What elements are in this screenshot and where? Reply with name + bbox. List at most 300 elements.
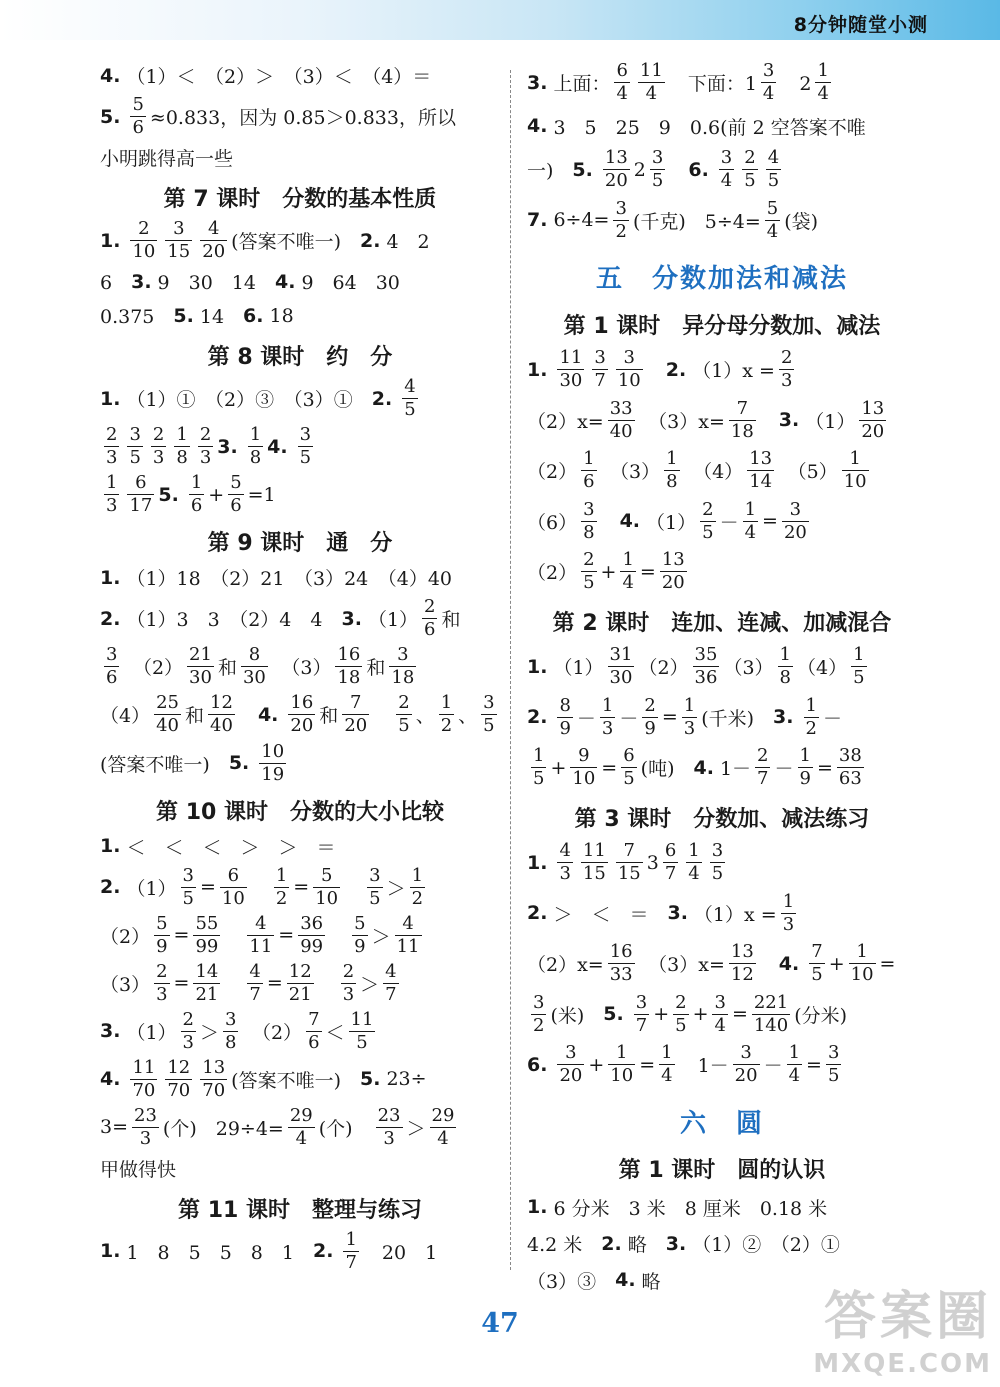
question-number: 3. (778, 409, 800, 432)
fraction-numerator: 29 (289, 1104, 313, 1126)
fraction-denominator: 4 (645, 83, 658, 104)
fraction-numerator: 3 (635, 991, 648, 1013)
fraction-numerator: 3 (173, 218, 185, 240)
fraction (130, 220, 157, 261)
fraction-denominator: 6 (583, 471, 595, 493)
answer-text (647, 356, 666, 383)
question-number: 5. (228, 752, 250, 774)
fraction-denominator: 140 (753, 1014, 789, 1036)
answer-text: （2） (242, 1021, 303, 1044)
fraction-denominator: 20 (290, 715, 314, 737)
answer-text: 3 (646, 851, 659, 874)
fraction-denominator: 3 (139, 1127, 152, 1149)
answer-text: （1）② （2）① (692, 1234, 840, 1257)
fraction-numerator: 5 (132, 94, 144, 116)
answer-text: 上面： (553, 73, 611, 95)
answer-text: （4） (683, 461, 744, 484)
fraction (620, 551, 635, 592)
fraction-denominator: 5 (182, 887, 194, 909)
fraction (165, 1056, 192, 1101)
answer-text: 6 分米 3 米 8 厘米 0.18 米 (553, 1197, 828, 1220)
fraction-numerator: 3 (299, 424, 312, 446)
fraction-numerator: 5 (354, 912, 366, 934)
answer-line (527, 450, 917, 491)
fraction (193, 960, 220, 1005)
fraction-numerator: 21 (189, 644, 212, 666)
fraction (787, 1044, 802, 1085)
answer-text (329, 922, 348, 949)
fraction-numerator: 8 (559, 694, 571, 716)
answer-line (527, 694, 917, 739)
answer-text: （3） (600, 461, 661, 484)
fraction-numerator: 3 (714, 991, 726, 1013)
fraction-numerator: 2 (744, 147, 756, 169)
answer-text (373, 701, 392, 728)
question-number: 1. (100, 566, 121, 589)
fraction-numerator: 13 (861, 397, 885, 419)
answer-text: （3） (723, 657, 774, 680)
fraction (223, 1008, 238, 1053)
fraction (389, 646, 416, 687)
fraction-denominator: 7 (345, 1251, 357, 1273)
answer-text: =1 (247, 483, 276, 506)
answer-text: （1）18 （2）21 （3）24 （4）40 (126, 568, 453, 591)
fraction-numerator: 3 (182, 864, 194, 886)
fraction-numerator: 1 (849, 448, 861, 470)
answer-line (100, 1056, 500, 1101)
answer-text: ＞ (371, 925, 391, 948)
fraction-denominator: 7 (635, 1014, 648, 1036)
answer-text: 下面：1 (668, 73, 757, 95)
answer-text: (千克) 5÷4= (632, 210, 761, 233)
fraction (842, 450, 869, 491)
answer-text: （3） (271, 657, 332, 680)
header-band (0, 0, 1000, 40)
question-number: 1. (100, 1240, 121, 1263)
fraction-numerator: 3 (583, 498, 595, 520)
fraction (481, 694, 496, 735)
fraction (782, 498, 809, 543)
fraction (151, 426, 166, 467)
fraction-denominator: 5 (404, 399, 416, 421)
lesson-heading (100, 526, 500, 557)
answer-text (344, 874, 363, 901)
question-number: 4. (100, 64, 121, 87)
fraction (634, 991, 649, 1036)
answer-line (100, 96, 500, 137)
fraction-denominator: 3 (559, 863, 571, 885)
fraction-denominator: 4 (817, 83, 829, 104)
fraction-numerator: 1 (779, 644, 791, 666)
fraction-numerator: 7 (350, 692, 362, 714)
answer-line (527, 498, 917, 543)
fraction-denominator: 3 (106, 495, 118, 517)
fraction-numerator: 1 (688, 840, 700, 862)
fraction-denominator: 10 (572, 768, 596, 790)
answer-text: 4 2 (386, 231, 430, 254)
fraction (608, 646, 635, 687)
question-number: 5. (173, 304, 194, 327)
answer-text: 4.2 米 (527, 1234, 602, 1257)
fraction-numerator: 6 (616, 60, 628, 81)
fraction-denominator: 20 (783, 521, 807, 543)
fraction-denominator: 5 (129, 447, 141, 469)
fraction (614, 62, 629, 103)
fraction-numerator: 1 (622, 549, 634, 571)
question-number: 2. (100, 607, 121, 630)
fraction-denominator: 5 (702, 521, 714, 543)
fraction (189, 474, 204, 515)
fraction-numerator: 1 (805, 694, 817, 716)
fraction-numerator: 12 (288, 960, 312, 982)
watermark-url: MXQE.COM (813, 1349, 992, 1379)
fraction-denominator: 20 (604, 170, 628, 192)
fraction-denominator: 7 (757, 768, 769, 790)
answer-line (527, 991, 917, 1036)
answer-line (100, 1008, 500, 1053)
fraction-numerator: 6 (135, 472, 147, 494)
answer-text: （1） (553, 657, 604, 680)
fraction-denominator: 30 (242, 667, 266, 689)
fraction (616, 349, 643, 390)
fraction (130, 96, 145, 137)
answer-text: 6÷4= (553, 209, 610, 232)
lesson-heading (527, 802, 917, 833)
fraction-denominator: 4 (616, 83, 628, 104)
fraction-numerator: 11 (559, 347, 583, 369)
fraction-numerator: 13 (202, 1056, 226, 1078)
answer-text: 第 1 课时 异分母分数加、减法 (563, 313, 881, 339)
unit-heading (527, 1103, 917, 1140)
fraction-numerator: 2 (182, 1008, 194, 1030)
fraction-denominator: 20 (734, 1065, 758, 1087)
fraction-numerator: 4 (249, 960, 261, 982)
answer-text: ＞ (406, 1117, 426, 1140)
fraction-numerator: 7 (811, 941, 823, 963)
lesson-heading (527, 309, 917, 340)
fraction (557, 349, 584, 390)
fraction-denominator: 5 (369, 887, 381, 909)
answer-text: 、 (415, 705, 435, 728)
fraction (761, 62, 776, 103)
fraction (779, 349, 794, 390)
answer-text: 六 圆 (679, 1108, 764, 1139)
fraction-numerator: 11 (582, 840, 606, 862)
fraction-numerator: 7 (308, 1008, 320, 1030)
fraction-denominator: 5 (767, 170, 780, 192)
answer-text: 3= (100, 1116, 129, 1139)
question-number: 5. (158, 483, 179, 506)
fraction (638, 62, 665, 103)
fraction-denominator: 7 (594, 370, 606, 392)
fraction-numerator: 3 (623, 347, 635, 369)
question-number: 4. (257, 703, 279, 726)
fraction-numerator: 2 (780, 347, 793, 369)
question-number: 2. (527, 706, 548, 729)
answer-text: 20 1 (362, 1241, 438, 1264)
fraction-numerator: 12 (210, 692, 233, 714)
fraction-numerator: 3 (106, 644, 118, 666)
fraction (132, 1104, 159, 1149)
answer-text: （3）x= (638, 410, 725, 433)
fraction-denominator: 5 (853, 667, 865, 689)
fraction-numerator: 33 (609, 397, 633, 419)
answer-text: 、 (458, 705, 478, 728)
answer-line (100, 646, 500, 687)
fraction (200, 1056, 227, 1101)
fraction (396, 694, 411, 735)
fraction (608, 397, 635, 442)
answer-text: = (762, 510, 778, 533)
fraction-numerator: 10 (261, 740, 285, 762)
answer-text: （5） (778, 461, 838, 484)
fraction (531, 747, 546, 788)
fraction-numerator: 4 (404, 376, 416, 398)
fraction-denominator: 8 (249, 447, 262, 469)
fraction-numerator: 1 (275, 864, 288, 886)
fraction (729, 397, 756, 442)
fraction-numerator: 5 (156, 912, 168, 934)
answer-text: （1）① （2）③ （3）① (126, 389, 372, 412)
answer-text: 甲做得快 (100, 1158, 177, 1181)
fraction-numerator: 3 (397, 644, 409, 666)
fraction (200, 220, 227, 261)
fraction-denominator: 99 (300, 935, 324, 957)
fraction-denominator: 3 (156, 983, 168, 1005)
answer-text: （2） (527, 461, 578, 484)
answer-line (100, 694, 500, 735)
fraction (531, 991, 546, 1036)
left-column (100, 62, 500, 1272)
fraction (220, 864, 247, 909)
fraction-numerator: 4 (559, 840, 571, 862)
fraction-numerator: 16 (337, 644, 361, 666)
answer-text: (答案不唯一) (231, 1069, 360, 1092)
fraction-numerator: 4 (207, 218, 220, 240)
fraction-denominator: 6 (308, 1031, 320, 1053)
fraction (766, 149, 781, 190)
fraction-denominator: 3 (683, 717, 696, 739)
answer-line (100, 564, 500, 591)
fraction-denominator: 21 (288, 983, 312, 1005)
answer-text: ＞ (386, 877, 406, 900)
fraction (719, 149, 734, 190)
answer-line (100, 1104, 500, 1149)
fraction-denominator: 20 (559, 1065, 583, 1087)
fraction-numerator: 2 (583, 549, 595, 571)
answer-text (760, 950, 779, 977)
fraction-denominator: 10 (610, 1065, 634, 1087)
answer-text: － (719, 511, 739, 534)
fraction-numerator: 2 (138, 218, 150, 240)
fraction-denominator: 6 (230, 495, 242, 517)
fraction-numerator: 2 (106, 424, 118, 446)
fraction (581, 842, 608, 883)
fraction-numerator: 1 (817, 60, 829, 81)
fraction-denominator: 70 (202, 1079, 226, 1101)
question-number: 5. (360, 1068, 381, 1091)
answer-text: 3 5 25 9 0.6(前 2 空答案不唯 (553, 116, 866, 139)
answer-text: (吨) (640, 758, 694, 781)
fraction-numerator: 1 (616, 1042, 628, 1064)
fraction-denominator: 5 (299, 447, 312, 469)
fraction-denominator: 17 (129, 495, 153, 517)
answer-text: = (731, 1003, 748, 1026)
fraction-numerator: 11 (132, 1056, 156, 1078)
question-number: 4. (619, 510, 641, 533)
answer-text: （4） (100, 705, 151, 728)
answer-line (527, 842, 917, 883)
fraction-denominator: 10 (221, 887, 245, 909)
fraction-numerator: 2 (675, 991, 687, 1013)
fraction-denominator: 21 (195, 983, 219, 1005)
fraction-denominator: 2 (440, 715, 453, 737)
answer-text: （4） (797, 657, 848, 680)
fraction-denominator: 2 (805, 717, 817, 739)
fraction (306, 1008, 321, 1053)
fraction (613, 197, 628, 242)
answer-line (527, 397, 917, 442)
question-number: 6. (527, 1053, 548, 1076)
fraction (712, 991, 727, 1036)
fraction-numerator: 23 (377, 1104, 401, 1126)
fraction (682, 694, 697, 739)
answer-line (527, 1194, 917, 1221)
fraction-denominator: 8 (225, 1031, 237, 1053)
question-number: 4. (615, 1269, 636, 1292)
answer-text: （1）x = (692, 360, 775, 383)
answer-text: （1） (646, 511, 697, 534)
answer-text: = (266, 972, 283, 995)
fraction-numerator: 2 (342, 960, 355, 982)
fraction-numerator: 1 (190, 472, 203, 494)
answer-text: ＞ (360, 973, 380, 996)
answer-line (100, 960, 500, 1005)
fraction (603, 149, 630, 190)
fraction-denominator: 5 (675, 1014, 687, 1036)
fraction-numerator: 12 (167, 1056, 191, 1078)
fraction-denominator: 20 (661, 572, 685, 594)
lesson-heading (527, 606, 917, 637)
fraction-numerator: 1 (856, 941, 868, 963)
fraction (430, 1104, 457, 1149)
fraction-denominator: 4 (762, 83, 775, 104)
answer-text: 2 (780, 73, 812, 95)
question-number: 4. (275, 270, 296, 293)
fraction (181, 1008, 196, 1053)
answer-text: ＜ ＜ ＜ ＞ ＞ ＝ (126, 836, 336, 859)
fraction-denominator: 15 (167, 241, 191, 263)
fraction-denominator: 20 (202, 241, 226, 263)
answer-line (100, 62, 500, 89)
answer-text: （3） (100, 973, 151, 996)
fraction (809, 943, 824, 984)
fraction-denominator: 63 (838, 768, 862, 790)
fraction-denominator: 5 (623, 768, 635, 790)
fraction-numerator: 1 (788, 1042, 801, 1064)
answer-text: = (816, 756, 833, 779)
fraction-denominator: 3 (106, 447, 118, 469)
lesson-heading (100, 340, 500, 371)
fraction (349, 1008, 376, 1053)
answer-text: = (661, 706, 678, 729)
fraction (259, 740, 286, 785)
fraction-numerator: 1 (583, 448, 595, 470)
answer-line (527, 349, 917, 390)
answer-text: 9 30 14 (157, 272, 275, 295)
fraction (663, 842, 678, 883)
answer-text: （1） (367, 609, 419, 632)
fraction-numerator: 221 (753, 991, 789, 1013)
fraction-numerator: 1 (249, 424, 262, 446)
fraction-denominator: 6 (132, 117, 144, 139)
fraction-numerator: 31 (609, 644, 633, 666)
question-number: 2. (527, 902, 548, 925)
question-number: 3. (667, 902, 688, 925)
answer-text: (分米) (794, 1004, 848, 1027)
fraction (581, 551, 596, 592)
fraction-numerator: 3 (225, 1008, 237, 1030)
lesson-heading (527, 1153, 917, 1184)
answer-text: (答案不唯一) (231, 231, 360, 254)
answer-text: = (639, 1053, 656, 1076)
answer-text: 14 (199, 306, 244, 329)
fraction-numerator: 1 (744, 498, 757, 520)
fraction (837, 747, 864, 788)
fraction (673, 991, 688, 1036)
answer-text: （3）x= (638, 954, 725, 977)
lesson-heading (100, 1193, 500, 1224)
fraction-denominator: 8 (779, 667, 791, 689)
fraction (752, 991, 790, 1036)
fraction (127, 426, 142, 467)
answer-text: （6） (527, 511, 578, 534)
fraction-numerator: 13 (730, 941, 754, 963)
fraction-numerator: 4 (385, 960, 397, 982)
fraction (859, 397, 886, 442)
fraction-denominator: 7 (249, 983, 261, 1005)
fraction (422, 598, 437, 639)
fraction-numerator: 3 (615, 197, 627, 219)
question-number: 2. (312, 1240, 334, 1263)
fraction-numerator: 9 (578, 745, 590, 767)
fraction (154, 912, 169, 957)
answer-text: （1） (805, 410, 856, 433)
fraction-numerator: 3 (720, 147, 733, 169)
answer-text: = (293, 876, 310, 899)
answer-text: （2）x= (527, 954, 604, 977)
fraction-denominator: 4 (661, 1065, 673, 1087)
fraction-denominator: 15 (617, 863, 641, 885)
fraction (402, 378, 417, 419)
fraction-numerator: 1 (176, 424, 188, 446)
fraction-numerator: 35 (694, 644, 718, 666)
answer-line (527, 747, 917, 788)
question-number: 4. (778, 952, 800, 975)
answer-text: 第 7 课时 分数的基本性质 (163, 187, 437, 213)
fraction-denominator: 6 (190, 495, 203, 517)
fraction (557, 842, 572, 883)
fraction-denominator: 10 (132, 241, 156, 263)
answer-line (100, 1228, 500, 1273)
fraction-denominator: 5 (744, 170, 756, 192)
fraction (181, 864, 196, 909)
answer-text: (个) (318, 1117, 372, 1140)
answer-text: 第 2 课时 连加、连减、加减混合 (552, 610, 892, 636)
fraction-denominator: 4 (788, 1065, 801, 1087)
fraction (693, 646, 720, 687)
answer-text: － (822, 707, 842, 730)
